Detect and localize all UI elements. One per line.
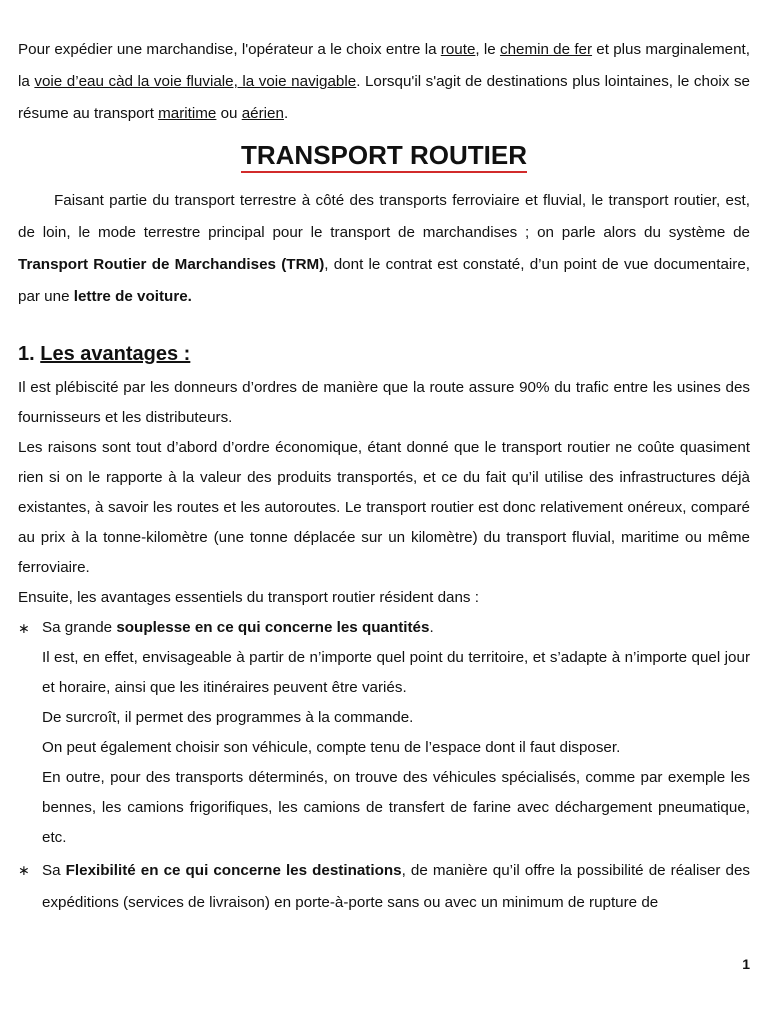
- bullet-asterisk-icon: ∗: [18, 620, 30, 636]
- intro-text: ou: [216, 105, 242, 122]
- intro-paragraph: [18, 34, 750, 130]
- term-voie-eau: voie d’eau càd la voie fluviale, la voie navigable: [34, 73, 357, 90]
- bullet-heading: [42, 613, 750, 643]
- section-label: Les avantages :: [40, 343, 191, 365]
- bullet-asterisk-icon: ∗: [18, 862, 30, 878]
- intro-text: , le: [475, 41, 500, 58]
- term-route: route: [440, 41, 476, 58]
- bullet-souplesse: [18, 613, 750, 643]
- sub-paragraph: En outre, pour des transports déterminés, on trouve des véhicules spécialisés, comme par exemple les bennes, les camions frigorifiques, les camions de transfert de farine avec déchargement pneumatique, etc.: [42, 769, 750, 846]
- page-title: TRANSPORT ROUTIER: [241, 140, 527, 173]
- paragraph-ensuite: Ensuite, les avantages essentiels du transport routier résident dans :: [18, 589, 479, 606]
- section-heading-avantages: [18, 339, 750, 369]
- title-container: [18, 140, 750, 173]
- intro-text: Pour expédier une marchandise, l'opérateur a le choix entre la: [18, 41, 441, 58]
- bullet-flexibilite: [18, 855, 750, 919]
- bullet-text: Sa: [42, 862, 66, 879]
- term-souplesse: souplesse en ce qui concerne les quantités: [116, 619, 430, 636]
- bullet-text: .: [429, 619, 434, 636]
- paragraph-text: , dont le contrat est constaté, d’un point de vue documentaire, par une: [18, 256, 750, 305]
- bullet-heading: [42, 855, 750, 919]
- page-number: 1: [742, 956, 750, 972]
- bullet-text: Sa grande: [42, 619, 117, 636]
- paragraph-text: Faisant partie du transport terrestre à côté des transports ferroviaire et fluvial, le transport routier, est, de loin, le mode terrestre principal pour le transport de marchandises ; on parle alors du système de: [18, 192, 750, 241]
- term-maritime: maritime: [158, 105, 217, 122]
- sub-paragraph: Il est, en effet, envisageable à partir de n’importe quel point du territoire, et s’adapte à n’importe quel jour et horaire, ainsi que les itinéraires peuvent être variés.: [42, 649, 750, 696]
- paragraph-trm: [18, 185, 750, 313]
- intro-text: et plus marginalement, la: [18, 41, 750, 90]
- term-flexibilite: Flexibilité en ce qui concerne les destinations: [65, 862, 402, 879]
- sub-paragraph: De surcroît, il permet des programmes à la commande.: [42, 709, 414, 726]
- term-lettre-de-voiture: lettre de voiture.: [73, 288, 192, 305]
- section-number: 1.: [18, 343, 35, 365]
- sub-paragraph: On peut également choisir son véhicule, compte tenu de l’espace dont il faut disposer.: [42, 739, 621, 756]
- intro-text: . Lorsqu'il s'agit de destinations plus lointaines, le choix se résume au transport: [18, 73, 750, 122]
- bullet-text: , de manière qu’il offre la possibilité de réaliser des expéditions (services de livraison) en porte-à-porte sans ou avec un minimum de rupture de: [42, 862, 750, 911]
- paragraph-raisons: Les raisons sont tout d’abord d’ordre économique, étant donné que le transport routier ne coûte quasiment rien si on le rapporte à la valeur des produits transportés, et ce du fait qu’il utilise des infrastructures déjà existantes, à savoir les routes et les autoroutes. Le transport routier est donc relativement onéreux, comparé au prix à la tonne-kilomètre (une tonne déplacée sur un kilomètre) du transport fluvial, maritime ou même ferroviaire.: [18, 439, 750, 576]
- term-chemin-de-fer: chemin de fer: [499, 41, 593, 58]
- intro-text: .: [283, 105, 289, 122]
- term-trm: Transport Routier de Marchandises (TRM): [18, 256, 325, 273]
- term-aerien: aérien: [241, 105, 284, 122]
- paragraph-plebiscite: Il est plébiscité par les donneurs d’ordres de manière que la route assure 90% du trafic entre les usines des fournisseurs et les distributeurs.: [18, 379, 750, 426]
